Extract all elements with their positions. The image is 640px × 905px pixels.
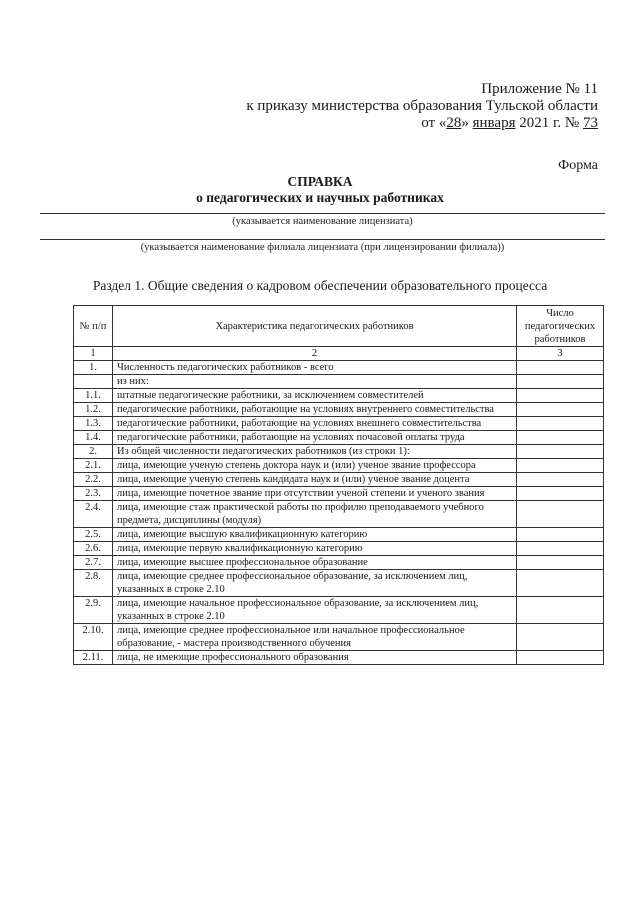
table-row bbox=[74, 542, 604, 556]
row-characteristic: педагогические работники, работающие на условиях почасовой оплаты труда bbox=[113, 431, 517, 445]
row-characteristic: лица, имеющие почетное звание при отсутствии ученой степени и ученого звания bbox=[113, 487, 517, 501]
row-count-cell[interactable] bbox=[517, 417, 604, 431]
table-row bbox=[74, 417, 604, 431]
row-number: 2.1. bbox=[74, 459, 113, 473]
row-characteristic: лица, имеющие ученую степень кандидата наук и (или) ученое звание доцента bbox=[113, 473, 517, 487]
row-characteristic: лица, имеющие высшее профессиональное образование bbox=[113, 556, 517, 570]
table-row bbox=[74, 473, 604, 487]
row-count-cell[interactable] bbox=[517, 459, 604, 473]
row-characteristic: лица, имеющие стаж практической работы по профилю преподаваемого учебного предмета, дисциплины (модуля) bbox=[113, 501, 517, 528]
row-count-cell[interactable] bbox=[517, 375, 604, 389]
appendix-line-1: Приложение № 11 bbox=[481, 81, 598, 97]
index-col-3: 3 bbox=[517, 347, 604, 361]
table-row bbox=[74, 375, 604, 389]
row-count-cell[interactable] bbox=[517, 651, 604, 665]
row-number: 1. bbox=[74, 361, 113, 375]
table-row bbox=[74, 501, 604, 528]
licensee-name-line bbox=[40, 213, 605, 214]
table-row bbox=[74, 528, 604, 542]
row-characteristic: лица, не имеющие профессионального образования bbox=[113, 651, 517, 665]
row-count-cell[interactable] bbox=[517, 473, 604, 487]
table-row bbox=[74, 556, 604, 570]
row-count-cell[interactable] bbox=[517, 528, 604, 542]
table-row bbox=[74, 597, 604, 624]
row-characteristic: лица, имеющие среднее профессиональное или начальное профессиональное образование, - мастера производственного обучения bbox=[113, 624, 517, 651]
row-number: 1.1. bbox=[74, 389, 113, 403]
row-count-cell[interactable] bbox=[517, 556, 604, 570]
row-count-cell[interactable] bbox=[517, 361, 604, 375]
row-characteristic: педагогические работники, работающие на условиях внешнего совместительства bbox=[113, 417, 517, 431]
row-characteristic: лица, имеющие начальное профессиональное образование, за исключением лиц, указанных в строке 2.10 bbox=[113, 597, 517, 624]
row-number bbox=[74, 375, 113, 389]
index-col-1: 1 bbox=[74, 347, 113, 361]
table-row bbox=[74, 570, 604, 597]
row-characteristic: из них: bbox=[113, 375, 517, 389]
table-header-row bbox=[74, 306, 604, 347]
table-row bbox=[74, 431, 604, 445]
staff-table bbox=[73, 305, 604, 665]
licensee-hint: (указывается наименование лицензиата) bbox=[232, 216, 413, 227]
row-count-cell[interactable] bbox=[517, 624, 604, 651]
header-characteristic: Характеристика педагогических работников bbox=[113, 306, 517, 347]
row-characteristic: штатные педагогические работники, за исключением совместителей bbox=[113, 389, 517, 403]
header-count: Число педагогических работников bbox=[517, 306, 604, 347]
appendix-month: января bbox=[472, 115, 516, 131]
row-characteristic: лица, имеющие ученую степень доктора наук и (или) ученое звание профессора bbox=[113, 459, 517, 473]
row-count-cell[interactable] bbox=[517, 597, 604, 624]
table-row bbox=[74, 624, 604, 651]
row-count-cell[interactable] bbox=[517, 501, 604, 528]
row-number: 2.6. bbox=[74, 542, 113, 556]
index-col-2: 2 bbox=[113, 347, 517, 361]
table-row bbox=[74, 459, 604, 473]
row-characteristic: Из общей численности педагогических работников (из строки 1): bbox=[113, 445, 517, 459]
table-row bbox=[74, 403, 604, 417]
row-count-cell[interactable] bbox=[517, 389, 604, 403]
header-num: № п/п bbox=[74, 306, 113, 347]
section-title: Раздел 1. Общие сведения о кадровом обеспечении образовательного процесса bbox=[92, 278, 548, 293]
row-characteristic: лица, имеющие среднее профессиональное образование, за исключением лиц, указанных в строке 2.10 bbox=[113, 570, 517, 597]
row-characteristic: педагогические работники, работающие на условиях внутреннего совместительства bbox=[113, 403, 517, 417]
row-number: 2.5. bbox=[74, 528, 113, 542]
row-number: 2.8. bbox=[74, 570, 113, 597]
row-count-cell[interactable] bbox=[517, 403, 604, 417]
appendix-line-3 bbox=[178, 114, 598, 132]
table-row bbox=[74, 445, 604, 459]
appendix-year: 2021 г. № bbox=[515, 115, 583, 131]
row-characteristic: лица, имеющие первую квалификационную категорию bbox=[113, 542, 517, 556]
row-characteristic: лица, имеющие высшую квалификационную категорию bbox=[113, 528, 517, 542]
row-number: 2.9. bbox=[74, 597, 113, 624]
table-row bbox=[74, 361, 604, 375]
appendix-number: 73 bbox=[583, 115, 598, 131]
row-number: 2.10. bbox=[74, 624, 113, 651]
row-number: 1.4. bbox=[74, 431, 113, 445]
row-number: 2.11. bbox=[74, 651, 113, 665]
form-label: Форма bbox=[558, 158, 598, 173]
table-row bbox=[74, 487, 604, 501]
table-row bbox=[74, 389, 604, 403]
row-count-cell[interactable] bbox=[517, 542, 604, 556]
row-count-cell[interactable] bbox=[517, 570, 604, 597]
title-line-2: о педагогических и научных работниках bbox=[196, 190, 444, 205]
row-number: 2.4. bbox=[74, 501, 113, 528]
row-count-cell[interactable] bbox=[517, 487, 604, 501]
table-index-row bbox=[74, 347, 604, 361]
appendix-date-mid: » bbox=[461, 115, 473, 131]
row-number: 2.7. bbox=[74, 556, 113, 570]
row-number: 2. bbox=[74, 445, 113, 459]
appendix-date-prefix: от « bbox=[421, 115, 447, 131]
row-count-cell[interactable] bbox=[517, 445, 604, 459]
row-count-cell[interactable] bbox=[517, 431, 604, 445]
table-row bbox=[74, 651, 604, 665]
row-number: 1.3. bbox=[74, 417, 113, 431]
row-number: 2.2. bbox=[74, 473, 113, 487]
row-number: 2.3. bbox=[74, 487, 113, 501]
row-characteristic: Численность педагогических работников - всего bbox=[113, 361, 517, 375]
appendix-day: 28 bbox=[446, 115, 462, 131]
branch-hint: (указывается наименование филиала лицензиата (при лицензировании филиала)) bbox=[140, 242, 505, 253]
branch-name-line bbox=[40, 239, 605, 240]
row-number: 1.2. bbox=[74, 403, 113, 417]
appendix-line-2: к приказу министерства образования Тульской области bbox=[246, 98, 598, 114]
title-line-1: СПРАВКА bbox=[287, 174, 353, 189]
document-title bbox=[0, 174, 640, 206]
